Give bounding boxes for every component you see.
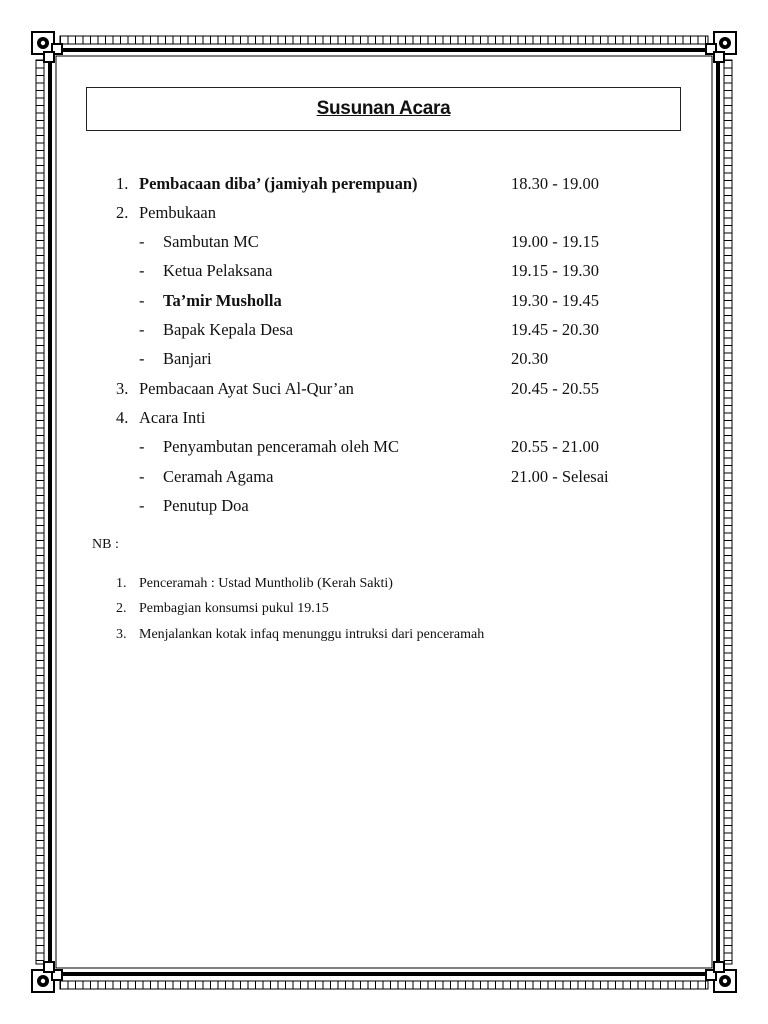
item-label: Ceramah Agama xyxy=(163,467,274,486)
nb-label: NB : xyxy=(92,537,119,552)
item-time: 19.15 - 19.30 xyxy=(511,261,599,280)
item-number: 1. xyxy=(116,174,129,193)
corner-ornament-top-left xyxy=(32,32,62,62)
corner-ornament-top-right xyxy=(706,32,736,62)
item-label: Banjari xyxy=(163,349,212,368)
item-dash: - xyxy=(139,261,145,280)
item-label: Ketua Pelaksana xyxy=(163,261,273,280)
item-time: 19.45 - 20.30 xyxy=(511,320,599,339)
note-text: Menjalankan kotak infaq menunggu intruksi dari penceramah xyxy=(139,627,485,642)
item-label: Bapak Kepala Desa xyxy=(163,320,294,339)
item-label: Pembacaan Ayat Suci Al-Qur’an xyxy=(139,379,354,398)
item-dash: - xyxy=(139,291,145,310)
item-label: Ta’mir Musholla xyxy=(163,291,282,310)
note-text: Pembagian konsumsi pukul 19.15 xyxy=(139,601,329,616)
page-title: Susunan Acara xyxy=(316,98,451,119)
item-dash: - xyxy=(139,467,145,486)
item-label: Penutup Doa xyxy=(163,496,249,515)
item-number: 3. xyxy=(116,379,129,398)
note-number: 1. xyxy=(116,576,127,591)
note-number: 3. xyxy=(116,627,127,642)
item-label: Pembacaan diba’ (jamiyah perempuan) xyxy=(139,174,418,193)
item-dash: - xyxy=(139,320,145,339)
corner-ornament-bottom-left xyxy=(32,962,62,992)
item-dash: - xyxy=(139,496,145,515)
title-box xyxy=(86,87,681,131)
item-time: 19.00 - 19.15 xyxy=(511,232,599,251)
item-time: 18.30 - 19.00 xyxy=(511,174,599,193)
note-text: Penceramah : Ustad Muntholib (Kerah Sakti) xyxy=(139,576,393,591)
item-label: Pembukaan xyxy=(139,203,216,222)
item-label: Acara Inti xyxy=(139,408,206,427)
item-time: 19.30 - 19.45 xyxy=(511,291,599,310)
item-label: Sambutan MC xyxy=(163,232,259,251)
item-time: 21.00 - Selesai xyxy=(511,467,609,486)
corner-ornament-bottom-right xyxy=(706,962,736,992)
item-dash: - xyxy=(139,232,145,251)
item-number: 4. xyxy=(116,408,129,427)
item-time: 20.55 - 21.00 xyxy=(511,437,599,456)
item-time: 20.30 xyxy=(511,349,549,368)
item-number: 2. xyxy=(116,203,129,222)
item-dash: - xyxy=(139,437,145,456)
note-number: 2. xyxy=(116,601,127,616)
item-time: 20.45 - 20.55 xyxy=(511,379,599,398)
item-label: Penyambutan penceramah oleh MC xyxy=(163,437,399,456)
item-dash: - xyxy=(139,349,145,368)
